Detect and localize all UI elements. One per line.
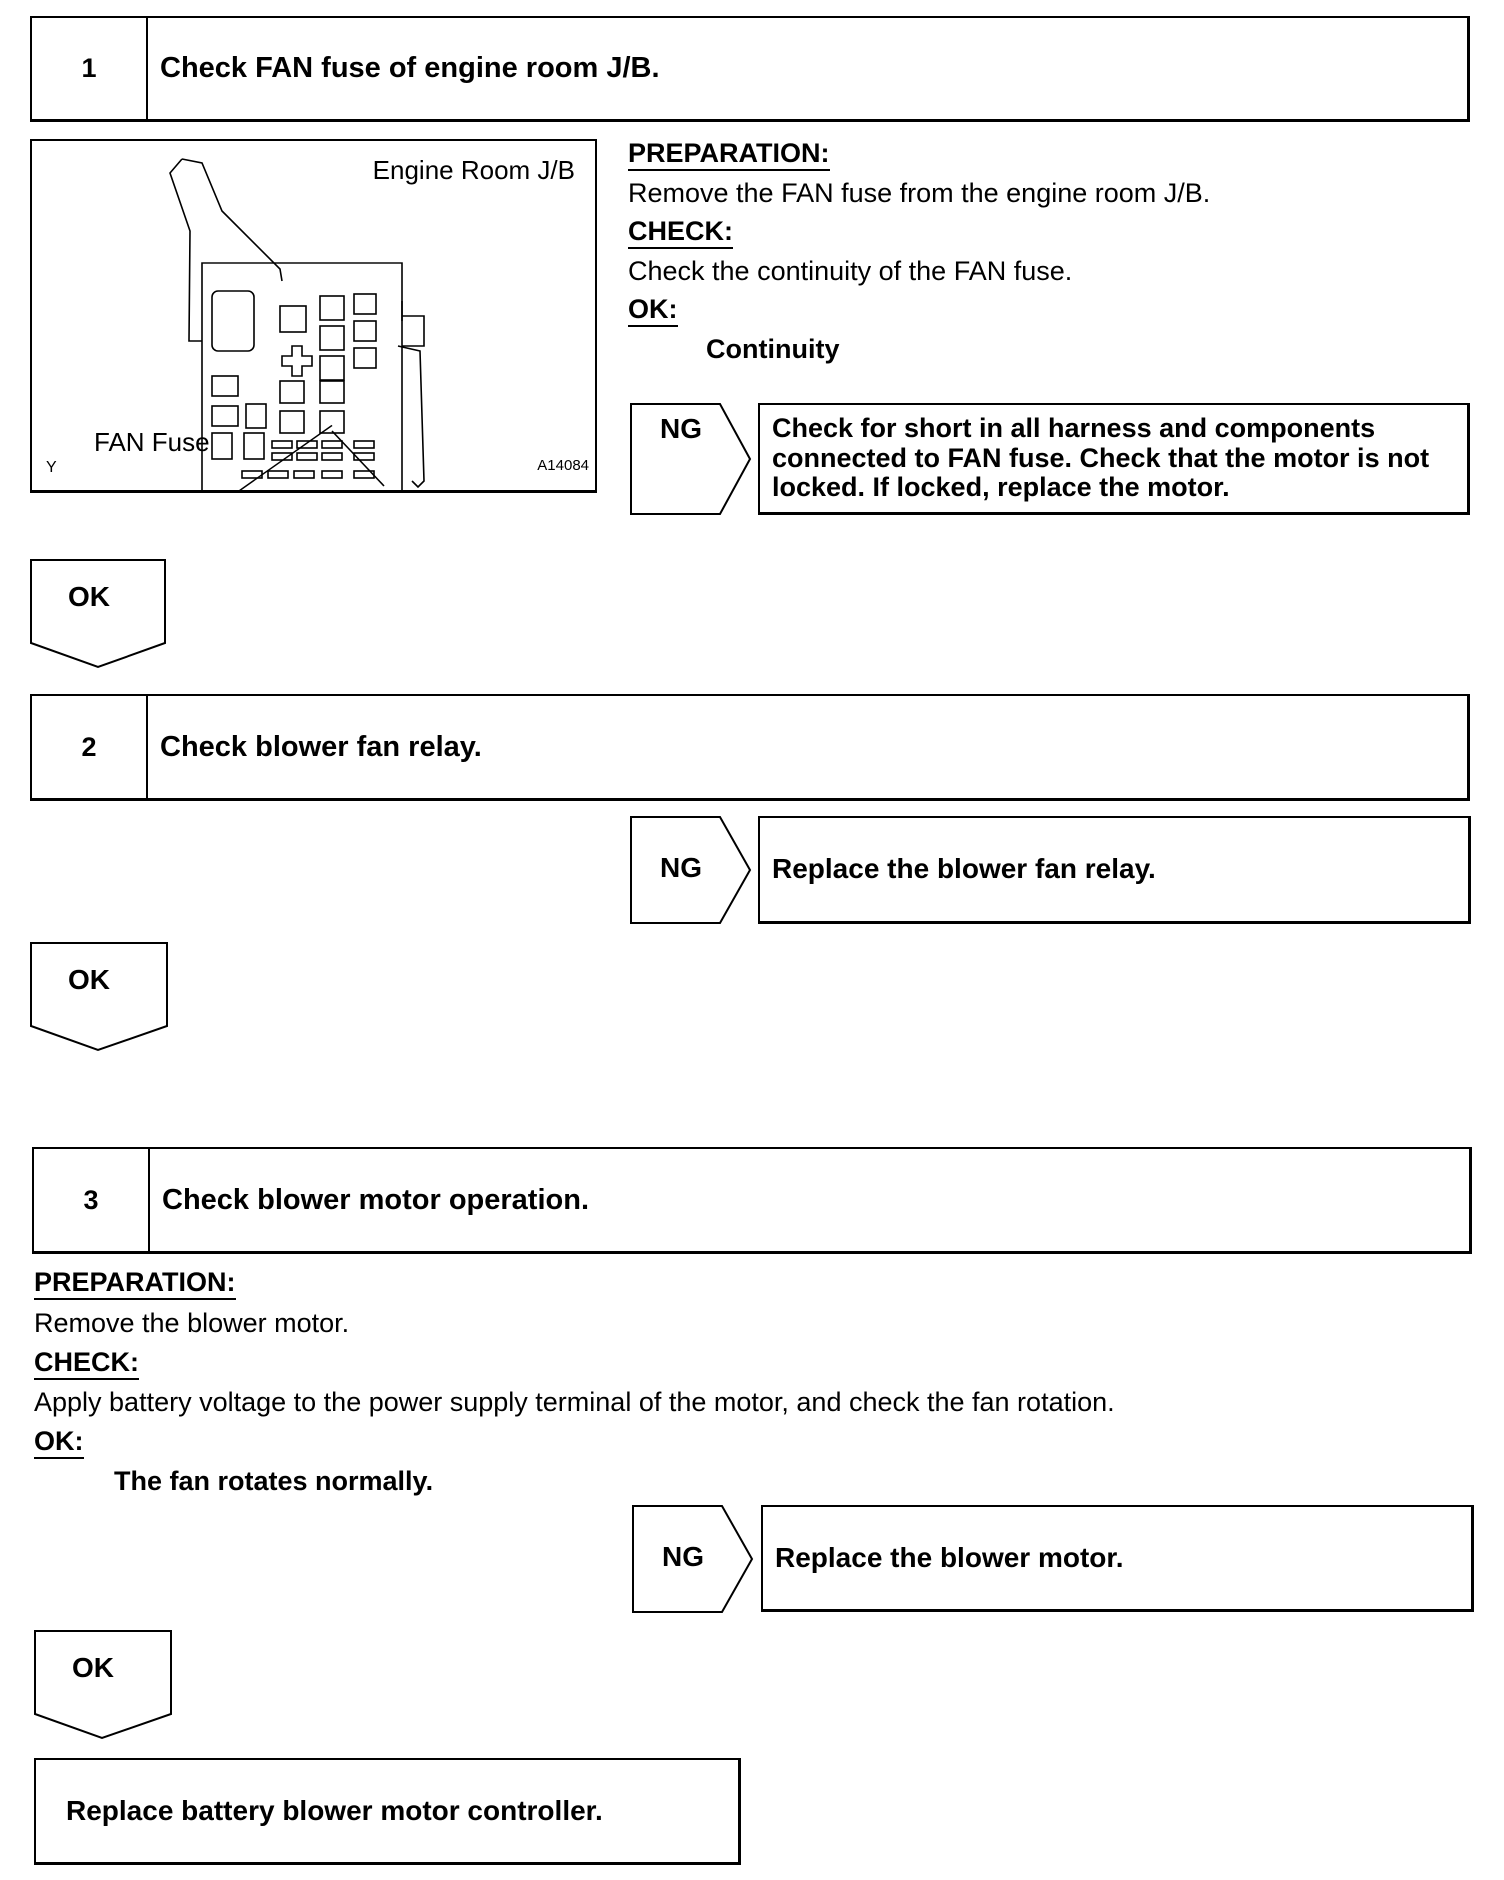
ok-arrow-label: OK: [68, 964, 110, 995]
ng-label: NG: [660, 413, 702, 444]
ng-arrow-2: [630, 816, 752, 924]
check-label: CHECK:: [34, 1348, 139, 1380]
step-title: Check FAN fuse of engine room J/B.: [160, 52, 660, 84]
step-title: Check blower fan relay.: [160, 730, 482, 763]
ng-arrow-3: [632, 1505, 754, 1613]
ng-arrow-1: [630, 403, 752, 515]
step-number: 1: [32, 18, 148, 119]
corner-mark: Y: [46, 459, 57, 476]
ok-label: OK:: [628, 295, 678, 327]
ng-label: NG: [660, 852, 702, 883]
ng-result-2: Replace the blower fan relay.: [758, 816, 1471, 924]
fan-fuse-label: FAN Fuse: [94, 427, 210, 457]
figure-id: A14084: [537, 457, 589, 474]
ng-result-1: Check for short in all harness and components connected to FAN fuse. Check that the motor is not locked. If locked, replace the motor.: [758, 403, 1470, 515]
junction-block-diagram: [30, 139, 597, 493]
ng-result-3: Replace the blower motor.: [761, 1505, 1474, 1612]
diagram-title: Engine Room J/B: [372, 155, 575, 185]
step-number: 2: [32, 696, 148, 798]
preparation-text: Remove the blower motor.: [34, 1308, 350, 1338]
check-text: Check the continuity of the FAN fuse.: [628, 256, 1073, 286]
preparation-label: PREPARATION:: [34, 1268, 236, 1300]
check-label: CHECK:: [628, 217, 733, 249]
ok-arrow-3: [34, 1630, 174, 1740]
ok-arrow-2: [30, 942, 170, 1052]
ok-label: OK:: [34, 1427, 84, 1459]
check-text: Apply battery voltage to the power supply terminal of the motor, and check the fan rotation.: [34, 1387, 1115, 1417]
ok-arrow-1: [30, 559, 170, 669]
step-1-header: [30, 16, 1470, 122]
step-2-header: [30, 694, 1470, 801]
ok-criteria: Continuity: [706, 334, 840, 364]
ok-arrow-label: OK: [72, 1652, 114, 1683]
step-title: Check blower motor operation.: [162, 1183, 589, 1216]
step-number: 3: [34, 1149, 150, 1251]
final-action-box: Replace battery blower motor controller.: [34, 1758, 741, 1865]
ng-label: NG: [662, 1541, 704, 1572]
ok-criteria: The fan rotates normally.: [114, 1466, 434, 1496]
preparation-label: PREPARATION:: [628, 139, 830, 171]
ok-arrow-label: OK: [68, 581, 110, 612]
step-3-header: [32, 1147, 1472, 1254]
preparation-text: Remove the FAN fuse from the engine room J/B.: [628, 178, 1211, 208]
